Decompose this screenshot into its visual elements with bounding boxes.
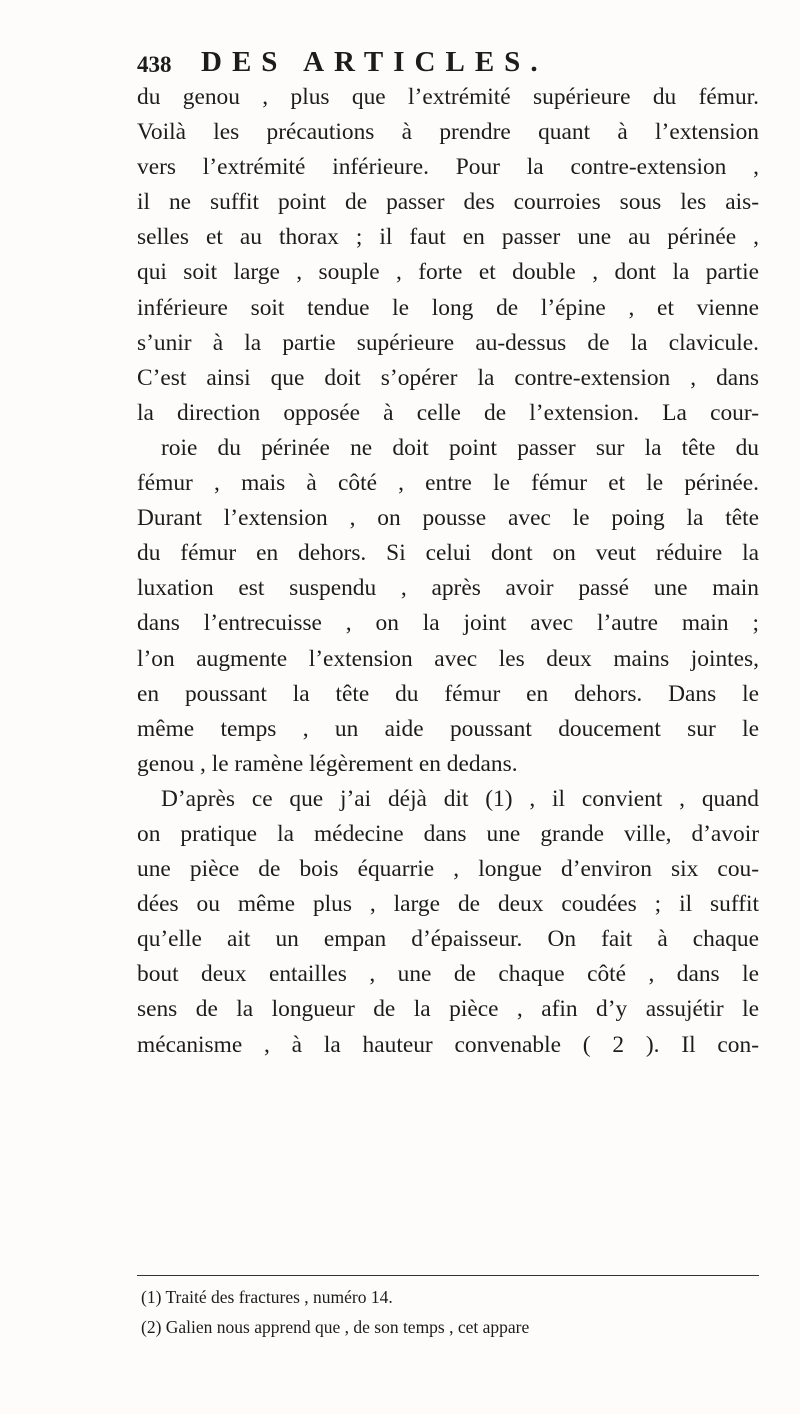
text-line: luxation est suspendu , après avoir passé une main bbox=[137, 575, 759, 602]
text-line: même temps , un aide poussant doucement sur le bbox=[137, 715, 759, 742]
footnote: (1) Traité des fractures , numéro 14. bbox=[141, 1287, 393, 1307]
text-line: la direction opposée à celle de l’extension. La cour- bbox=[137, 399, 759, 426]
text-line: roie du périnée ne doit point passer sur la tête du bbox=[161, 434, 759, 461]
text-line: l’on augmente l’extension avec les deux mains jointes, bbox=[137, 645, 759, 672]
text-line: mécanisme , à la hauteur convenable ( 2 ). Il con- bbox=[137, 1031, 759, 1058]
text-line: sens de la longueur de la pièce , afin d’y assujétir le bbox=[137, 996, 759, 1023]
text-line: on pratique la médecine dans une grande ville, d’avoir bbox=[137, 820, 759, 847]
text-line: D’après ce que j’ai déjà dit (1) , il convient , quand bbox=[161, 785, 759, 812]
footnotes bbox=[137, 1282, 759, 1342]
text-line: qui soit large , souple , forte et double , dont la partie bbox=[137, 259, 759, 286]
text-line: une pièce de bois équarrie , longue d’environ six cou- bbox=[137, 856, 759, 883]
footnote-rule bbox=[137, 1275, 759, 1276]
text-line: du fémur en dehors. Si celui dont on veut réduire la bbox=[137, 540, 759, 567]
text-line: Durant l’extension , on pousse avec le poing la tête bbox=[137, 505, 759, 532]
text-line: inférieure soit tendue le long de l’épine , et vienne bbox=[137, 294, 759, 321]
text-line: dées ou même plus , large de deux coudées ; il suffit bbox=[137, 891, 759, 918]
text-line: du genou , plus que l’extrémité supérieure du fémur. bbox=[137, 84, 759, 110]
text-line: vers l’extrémité inférieure. Pour la contre-extension , bbox=[137, 154, 759, 181]
text-line: genou , le ramène légèrement en dedans. bbox=[137, 750, 518, 777]
text-line: en poussant la tête du fémur en dehors. Dans le bbox=[137, 680, 759, 707]
body-text bbox=[137, 80, 759, 1063]
text-line: selles et au thorax ; il faut en passer une au périnée , bbox=[137, 224, 759, 251]
text-line: il ne suffit point de passer des courroies sous les ais- bbox=[137, 189, 759, 216]
text-line: qu’elle ait un empan d’épaisseur. On fait à chaque bbox=[137, 926, 759, 953]
text-line: C’est ainsi que doit s’opérer la contre-extension , dans bbox=[137, 364, 759, 391]
page-number: 438 bbox=[137, 52, 172, 77]
text-line: dans l’entrecuisse , on la joint avec l’autre main ; bbox=[137, 610, 759, 637]
text-line: fémur , mais à côté , entre le fémur et le périnée. bbox=[137, 470, 759, 497]
running-head: DES ARTICLES. bbox=[201, 46, 548, 78]
footnote: (2) Galien nous apprend que , de son temps , cet appare bbox=[141, 1317, 530, 1337]
text-line: bout deux entailles , une de chaque côté , dans le bbox=[137, 961, 759, 988]
text-line: Voilà les précautions à prendre quant à l’extension bbox=[137, 119, 759, 146]
text-line: s’unir à la partie supérieure au-dessus de la clavicule. bbox=[137, 329, 759, 356]
